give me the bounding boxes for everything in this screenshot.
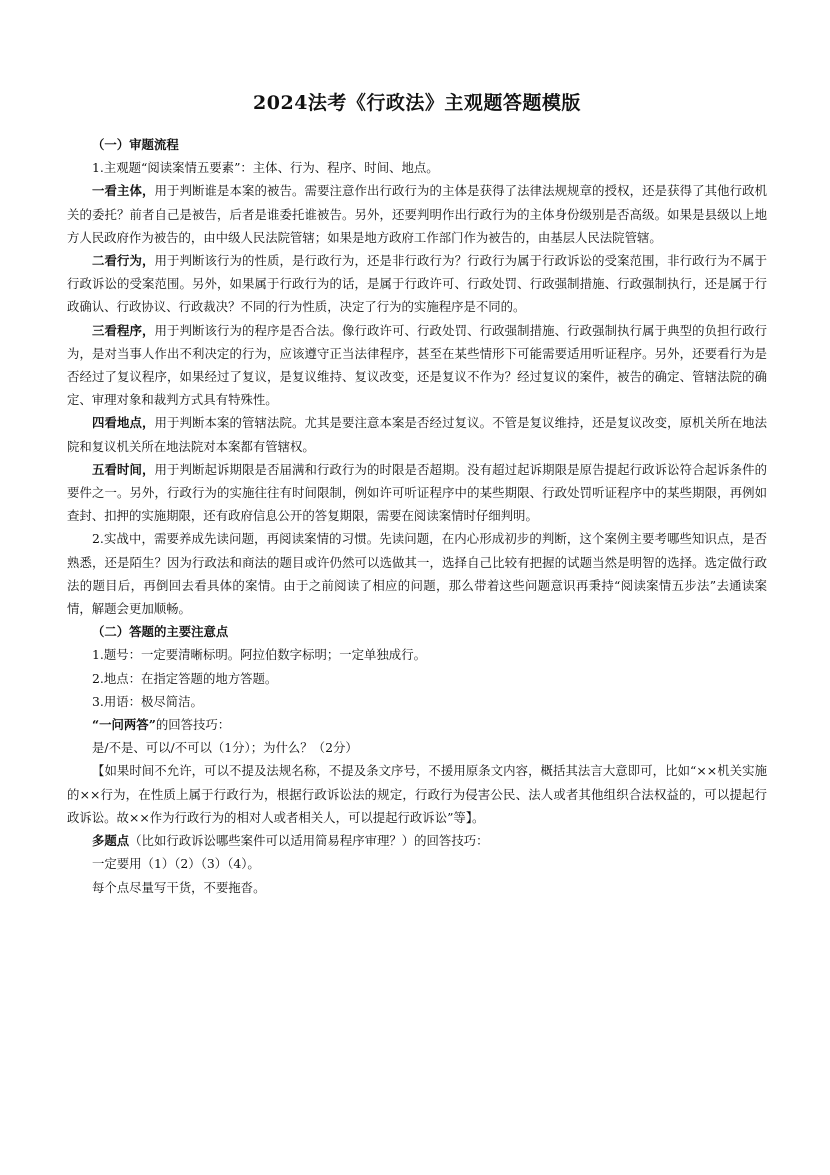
section-heading-answer-notes: （二）答题的主要注意点 xyxy=(92,624,229,640)
document-title: 2024法考《行政法》主观题答题模版 xyxy=(253,92,581,114)
lead-multi-point: 多题点 xyxy=(92,833,130,849)
lead-subject: 一看主体， xyxy=(92,183,155,199)
text-multi-point: （比如行政诉讼哪些案件可以适用简易程序审理？）的回答技巧： xyxy=(129,833,489,849)
lead-one-question-two-answers: “一问两答” xyxy=(92,717,156,733)
paragraph-question-number: 1.题号：一定要清晰标明。阿拉伯数字标明；一定单独成行。 xyxy=(92,647,426,663)
section-heading-review-process: （一）审题流程 xyxy=(92,137,179,152)
text-behavior: 用于判断该行为的性质，是行政行为，还是非行政行为？行政行为属于行政诉讼的受案范围，非行政行为不属于行政诉讼的受案范围。另外，如果属于行政行为的话，是属于行政许可、行政处罚、行政强制措施、行政强制执行，还是属于行政确认、行政协议、行政裁决？不同的行为性质，决定了行为的实施程序是不同的。 xyxy=(67,253,768,315)
paragraph-procedure xyxy=(67,319,767,412)
lead-procedure: 三看程序， xyxy=(92,322,155,338)
text-subject: 用于判断谁是本案的被告。需要注意作出行政行为的主体是获得了法律法规规章的授权，还是获得了其他行政机关的委托？前者自己是被告，后者是谁委托谁被告。另外，还要判明作出行政行为的主体身份级别是否高级。如果是县级以上地方人民政府作为被告的，由中级人民法院管辖；如果是地方政府工作部门作为被告的，由基层人民法院管辖。 xyxy=(67,183,768,245)
document-page xyxy=(67,90,767,899)
paragraph-one-question-two-answers xyxy=(67,713,767,736)
text-location: 用于判断本案的管辖法院。尤其是要注意本案是否经过复议。不管是复议维持，还是复议改变，原机关所在地法院和复议机关所在地法院对本案都有管辖权。 xyxy=(67,415,768,454)
paragraph-multi-point xyxy=(67,829,767,852)
paragraph-subject xyxy=(67,179,767,249)
text-time: 用于判断起诉期限是否届满和行政行为的时限是否超期。没有超过起诉期限是原告提起行政诉讼符合起诉条件的要件之一。另外，行政行为的实施往往有时间限制，例如许可听证程序中的某些期限、行政处罚听证程序中的某些期限，再例如查封、扣押的实施期限，还有政府信息公开的答复期限，需要在阅读案情时仔细判明。 xyxy=(67,461,768,524)
paragraph-concise: 每个点尽量写干货，不要拖沓。 xyxy=(92,879,266,895)
paragraph-practice: 2.实战中，需要养成先读问题，再阅读案情的习惯。先读问题，在内心形成初步的判断，这个案例主要考哪些知识点，是否熟悉，还是陌生？因为行政法和商法的题目或许仍然可以选做其一，选择自己比较有把握的试题当然是明智的选择。选定做行政法的题目后，再倒回去看具体的案情。由于之前阅读了相应的问题，那么带着这些问题意识再秉持“阅读案情五步法”去通读案情，解题会更加顺畅。 xyxy=(67,531,767,617)
paragraph-five-elements: 1.主观题“阅读案情五要素”：主体、行为、程序、时间、地点。 xyxy=(92,160,439,176)
paragraph-behavior xyxy=(67,249,767,319)
paragraph-wording: 3.用语：极尽简洁。 xyxy=(92,693,203,709)
lead-location: 四看地点， xyxy=(92,415,155,431)
paragraph-location xyxy=(67,411,767,457)
paragraph-answer-location: 2.地点：在指定答题的地方答题。 xyxy=(92,670,278,686)
paragraph-time-constraint: 【如果时间不允许，可以不提及法规名称，不提及条文序号，不援用原条文内容，概括其法言大意即可，比如“××机关实施的××行为，在性质上属于行政行为，根据行政诉讼法的规定，行政行为侵害公民、法人或者其他组织合法权益的，可以提起行政诉讼。故××作为行政行为的相对人或者相关人，可以提起行政诉讼”等】。 xyxy=(67,763,767,825)
text-procedure: 用于判断该行为的程序是否合法。像行政许可、行政处罚、行政强制措施、行政强制执行属于典型的负担行政行为，是对当事人作出不利决定的行为，应该遵守正当法律程序，甚至在某些情形下可能需要适用听证程序。另外，还要看行为是否经过了复议程序，如果经过了复议，是复议维持、复议改变，还是复议不作为？经过复议的案件，被告的确定、管辖法院的确定、审理对象和裁判方式具有特殊性。 xyxy=(67,322,768,408)
paragraph-numbering: 一定要用（1）（2）（3）（4）。 xyxy=(92,856,260,872)
paragraph-time xyxy=(67,458,767,528)
lead-behavior: 二看行为， xyxy=(92,253,155,269)
text-one-question-two-answers: 的回答技巧： xyxy=(155,717,231,733)
paragraph-scoring: 是/不是、可以/不可以（1分）；为什么？（2分） xyxy=(92,740,358,756)
lead-time: 五看时间， xyxy=(92,461,155,477)
